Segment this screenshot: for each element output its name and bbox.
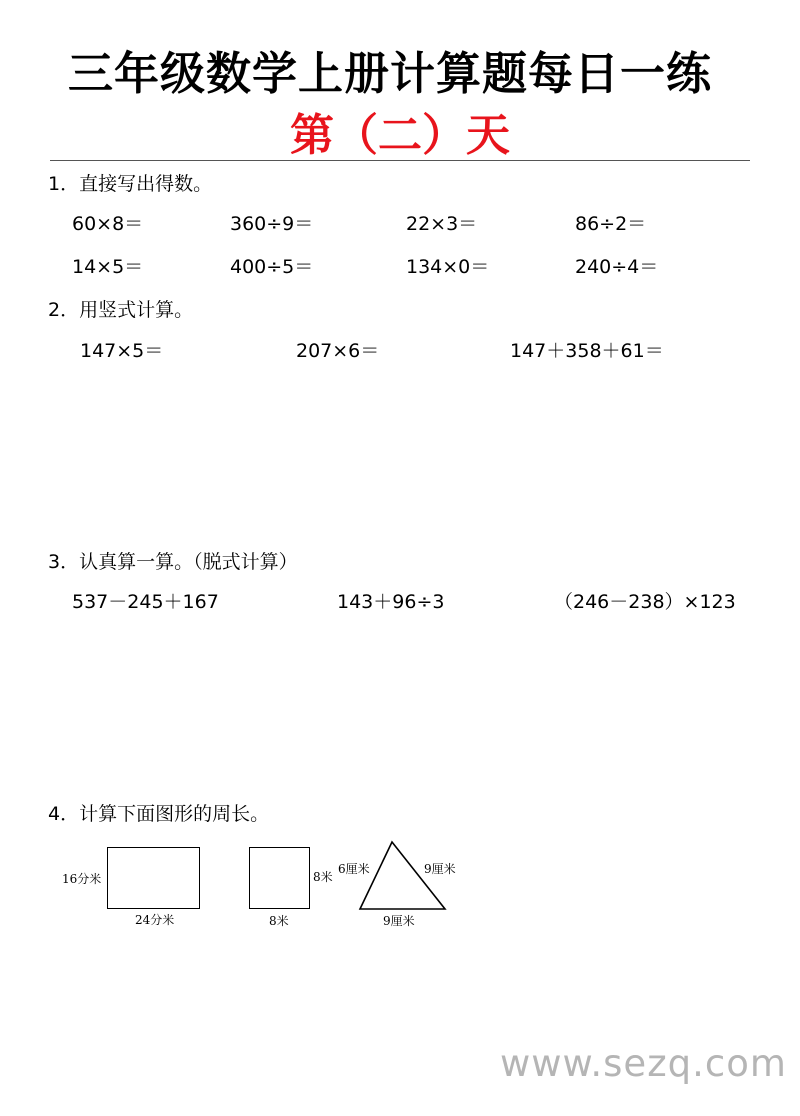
triangle-left-label: 6厘米 — [338, 862, 370, 876]
title-divider — [50, 160, 750, 161]
watermark: www.sezq.com — [500, 1042, 787, 1085]
q2-item: 147×5＝ — [80, 340, 164, 362]
triangle-bottom-label: 9厘米 — [383, 914, 415, 928]
q1-item: 400÷5＝ — [230, 256, 314, 278]
q3-item: （246－238）×123 — [554, 591, 736, 613]
q1-item: 22×3＝ — [406, 213, 478, 235]
square-side-label: 8米 — [313, 870, 333, 884]
q2-item: 207×6＝ — [296, 340, 380, 362]
q1-item: 14×5＝ — [72, 256, 144, 278]
q2-item: 147＋358＋61＝ — [510, 340, 664, 362]
question-3-title: 3．认真算一算。（脱式计算） — [48, 551, 298, 573]
q3-item: 143＋96÷3 — [337, 591, 445, 613]
page-subtitle: 第（二）天 — [290, 110, 510, 161]
triangle-right-label: 9厘米 — [424, 862, 456, 876]
q1-item: 240÷4＝ — [575, 256, 659, 278]
rectangle-width-label: 24分米 — [135, 913, 175, 927]
page-title: 三年级数学上册计算题每日一练 — [67, 47, 712, 100]
rectangle-figure — [107, 847, 200, 909]
question-2-title: 2．用竖式计算。 — [48, 299, 194, 321]
q1-item: 360÷9＝ — [230, 213, 314, 235]
q1-item: 60×8＝ — [72, 213, 144, 235]
q1-item: 134×0＝ — [406, 256, 490, 278]
square-bottom-label: 8米 — [269, 914, 289, 928]
q1-item: 86÷2＝ — [575, 213, 647, 235]
q3-item: 537－245＋167 — [72, 591, 219, 613]
square-figure — [249, 847, 310, 909]
rectangle-height-label: 16分米 — [62, 872, 102, 886]
question-4-title: 4．计算下面图形的周长。 — [48, 803, 270, 825]
question-1-title: 1．直接写出得数。 — [48, 173, 213, 195]
